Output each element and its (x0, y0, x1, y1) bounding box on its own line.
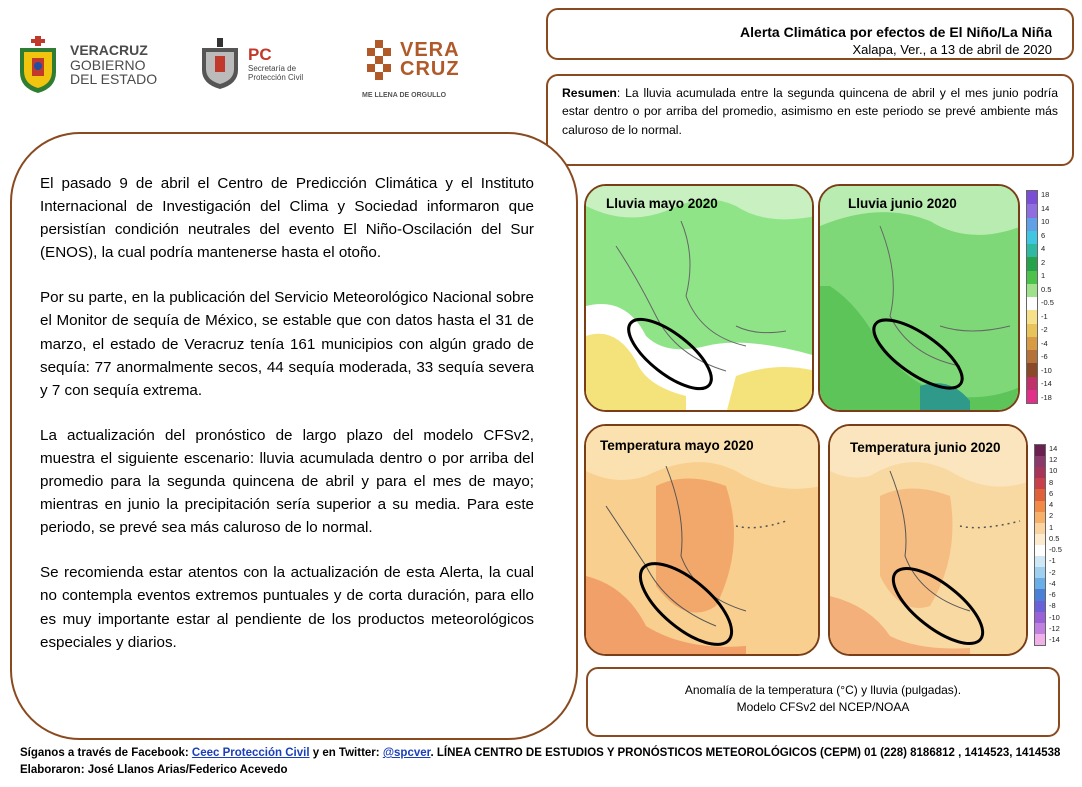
rain-legend-tick-label: 18 (1041, 190, 1050, 199)
temp-legend-tick-label: 2 (1049, 511, 1054, 521)
rain-legend-tick-label: -1 (1041, 311, 1048, 321)
rain-legend-swatch (1027, 231, 1037, 244)
temp-legend-swatch (1035, 556, 1045, 567)
rain-legend-tick-label: -6 (1041, 352, 1048, 362)
rain-legend-tick-label: 14 (1041, 203, 1050, 213)
rain-legend-swatch (1027, 218, 1037, 231)
rain-legend-tick-label: -4 (1041, 338, 1048, 348)
paragraph-enos: El pasado 9 de abril el Centro de Predicción Climática y el Instituto Internacional de Investigación del Clima y Sociedad informaron que persistían condición neutrales del evento El Niño-Oscilación del Sur (ENOS), la cual podría mantenerse hasta el otoño. (40, 175, 534, 262)
temp-legend-tick-label: 1 (1049, 522, 1054, 532)
footer-middle: y en Twitter: (309, 747, 383, 759)
rain-legend-swatch (1027, 297, 1037, 310)
main-text-box (10, 132, 578, 740)
temp-legend-swatch (1035, 612, 1045, 623)
page-date: Xalapa, Ver., a 13 de abril de 2020 (852, 42, 1052, 57)
temp-legend-tick-label: -8 (1049, 601, 1056, 611)
footer (20, 745, 1060, 778)
temp-legend-swatch (1035, 634, 1045, 645)
footer-prefix: Síganos a través de Facebook: (20, 747, 192, 759)
temp-legend-swatch (1035, 589, 1045, 600)
footer-contact-line (20, 745, 1060, 762)
paragraph-recommendation: Se recomienda estar atentos con la actualización de esta Alerta, la cual no contempla eventos extremos puntuales y de corta duración, para ello es muy importante estar al pendiente de los productos meteorológicos especiales y diarios. (40, 564, 534, 651)
rain-legend-swatch (1027, 377, 1037, 390)
rain-legend-tick-label: -14 (1041, 379, 1052, 389)
rain-legend-tick-label: -0.5 (1041, 298, 1054, 308)
rain-june-title: Lluvia junio 2020 (848, 196, 957, 211)
temp-legend-tick-label: -6 (1049, 590, 1056, 600)
rain-legend-tick-label: -10 (1041, 365, 1052, 375)
rain-legend-tick-label: 10 (1041, 217, 1050, 227)
temp-legend-tick-label: -0.5 (1049, 545, 1062, 555)
pc-logo-line2: Protección Civil (248, 72, 304, 82)
temp-legend-swatch (1035, 489, 1045, 500)
temp-legend-tick-label: -10 (1049, 612, 1060, 622)
temp-legend-tick-label: 10 (1049, 466, 1058, 476)
map-rain-may (584, 184, 814, 412)
rain-legend-ticks (1041, 190, 1054, 402)
temp-may-map-image (586, 426, 820, 656)
temp-legend-swatch (1035, 501, 1045, 512)
temp-legend-swatch (1035, 456, 1045, 467)
temp-may-title: Temperatura mayo 2020 (600, 438, 754, 453)
rain-legend-tick-label: -2 (1041, 325, 1048, 335)
vera-cruz-emblem-icon (362, 40, 396, 80)
rain-legend-tick-label: 4 (1041, 244, 1046, 254)
rain-legend-swatch (1027, 257, 1037, 270)
rain-legend-swatch (1027, 363, 1037, 376)
pc-logo-text: PC (248, 44, 272, 64)
rain-legend-tick-label: 1 (1041, 271, 1046, 281)
rain-legend-tick-label: 0.5 (1041, 284, 1052, 294)
vera-cruz-logo-line1: VERA (400, 39, 460, 61)
map-temp-june (828, 424, 1028, 656)
logo-proteccion-civil (198, 38, 303, 90)
summary-box (546, 74, 1074, 166)
temp-legend-swatch (1035, 445, 1045, 456)
logo-veracruz-gobierno (14, 36, 157, 94)
veracruz-shield-icon (14, 36, 62, 94)
rain-legend-swatch (1027, 337, 1037, 350)
temp-legend-tick-label: 4 (1049, 500, 1054, 510)
caption-line1: Anomalía de la temperatura (°C) y lluvia (pulgadas). (684, 683, 962, 697)
summary-text: : La lluvia acumulada entre la segunda quincena de abril y el mes junio podría estar dentro o por arriba del promedio, asimismo en este periodo se prevé ambiente más caluroso de lo normal. (562, 86, 1058, 137)
temp-legend-swatch (1035, 523, 1045, 534)
rain-june-map-image (820, 186, 1020, 412)
footer-credits: Elaboraron: José Llanos Arias/Federico Acevedo (20, 763, 288, 776)
logo-vera-cruz (362, 40, 460, 80)
paragraph-forecast: La actualización del pronóstico de largo plazo del modelo CFSv2, muestra el siguiente escenario: lluvia acumulada dentro o por arriba del promedio para la segunda quincena de abril y para el mes de mayo; mientras en junio la precipitación sería superior a su media. Para este periodo, se prevé sea más caluroso de lo normal. (40, 426, 534, 537)
rain-legend-swatch (1027, 390, 1037, 403)
temp-legend-tick-label: 14 (1049, 444, 1058, 453)
temp-legend-tick-label: 0.5 (1049, 533, 1060, 543)
rain-legend-swatch (1027, 284, 1037, 297)
temp-legend-tick-label: -12 (1049, 623, 1060, 633)
rain-legend-swatch (1027, 244, 1037, 257)
temp-legend-swatch (1035, 534, 1045, 545)
rain-legend (1026, 190, 1054, 402)
rain-legend-tick-label: 2 (1041, 257, 1046, 267)
veracruz-logo-line1: VERACRUZ (70, 41, 148, 58)
veracruz-logo-line2: GOBIERNO (70, 56, 146, 73)
twitter-link[interactable]: @spcver (382, 747, 431, 759)
rain-legend-swatch (1027, 350, 1037, 363)
temp-legend-ticks (1049, 444, 1062, 644)
rain-legend-tick-label: -18 (1041, 392, 1052, 402)
temp-legend-tick-label: 6 (1049, 488, 1054, 498)
temp-legend-swatch (1035, 601, 1045, 612)
facebook-link[interactable]: Ceec Protección Civil (191, 747, 310, 759)
footer-suffix: . LÍNEA CENTRO DE ESTUDIOS Y PRONÓSTICOS METEOROLÓGICOS (CEPM) 01 (228) 8186812 , 1414523, 1414538 (430, 747, 1061, 759)
veracruz-logo-line3: DEL ESTADO (70, 71, 158, 88)
rain-legend-tick-label: 6 (1041, 230, 1046, 240)
pc-shield-icon (198, 38, 242, 90)
vera-cruz-logo-line2: CRUZ (400, 58, 460, 80)
temp-june-map-image (830, 426, 1028, 656)
vera-cruz-tagline: ME LLENA DE ORGULLO (362, 92, 447, 99)
rain-legend-swatch (1027, 310, 1037, 323)
temp-legend-tick-label: -2 (1049, 567, 1056, 577)
paragraph-drought: Por su parte, en la publicación del Servicio Meteorológico Nacional sobre el Monitor de sequía de México, se estable que con datos hasta el 31 de marzo, el estado de Veracruz tenía 161 municipios con algún grado de sequía: 77 anormalmente secos, 44 sequía moderada, 33 sequía severa y 7 con sequía extrema. (40, 289, 534, 399)
temp-legend-tick-label: 8 (1049, 477, 1054, 487)
temp-june-title: Temperatura junio 2020 (850, 440, 1001, 455)
title-box (546, 8, 1074, 60)
temp-legend-swatch (1035, 567, 1045, 578)
rain-legend-swatch (1027, 191, 1037, 204)
temp-legend (1034, 444, 1062, 644)
summary-label: Resumen (562, 86, 617, 100)
rain-legend-swatch (1027, 324, 1037, 337)
temp-legend-bar (1034, 444, 1046, 646)
caption-box (586, 667, 1060, 737)
rain-legend-bar (1026, 190, 1038, 404)
caption-line2: Modelo CFSv2 del NCEP/NOAA (736, 700, 910, 715)
pc-logo-line1: Secretaría de (248, 63, 297, 73)
map-rain-june (818, 184, 1020, 412)
temp-legend-tick-label: 12 (1049, 455, 1058, 465)
map-temp-may (584, 424, 820, 656)
page-title: Alerta Climática por efectos de El Niño/La Niña (740, 24, 1052, 40)
rain-legend-swatch (1027, 271, 1037, 284)
temp-legend-tick-label: -4 (1049, 578, 1056, 588)
rain-may-map-image (586, 186, 814, 412)
temp-legend-swatch (1035, 578, 1045, 589)
temp-legend-swatch (1035, 545, 1045, 556)
temp-legend-swatch (1035, 478, 1045, 489)
temp-legend-tick-label: -1 (1049, 556, 1056, 566)
temp-legend-swatch (1035, 623, 1045, 634)
rain-may-title: Lluvia mayo 2020 (606, 196, 718, 211)
temp-legend-tick-label: -14 (1049, 634, 1060, 644)
temp-legend-swatch (1035, 467, 1045, 478)
rain-legend-swatch (1027, 204, 1037, 217)
temp-legend-swatch (1035, 512, 1045, 523)
